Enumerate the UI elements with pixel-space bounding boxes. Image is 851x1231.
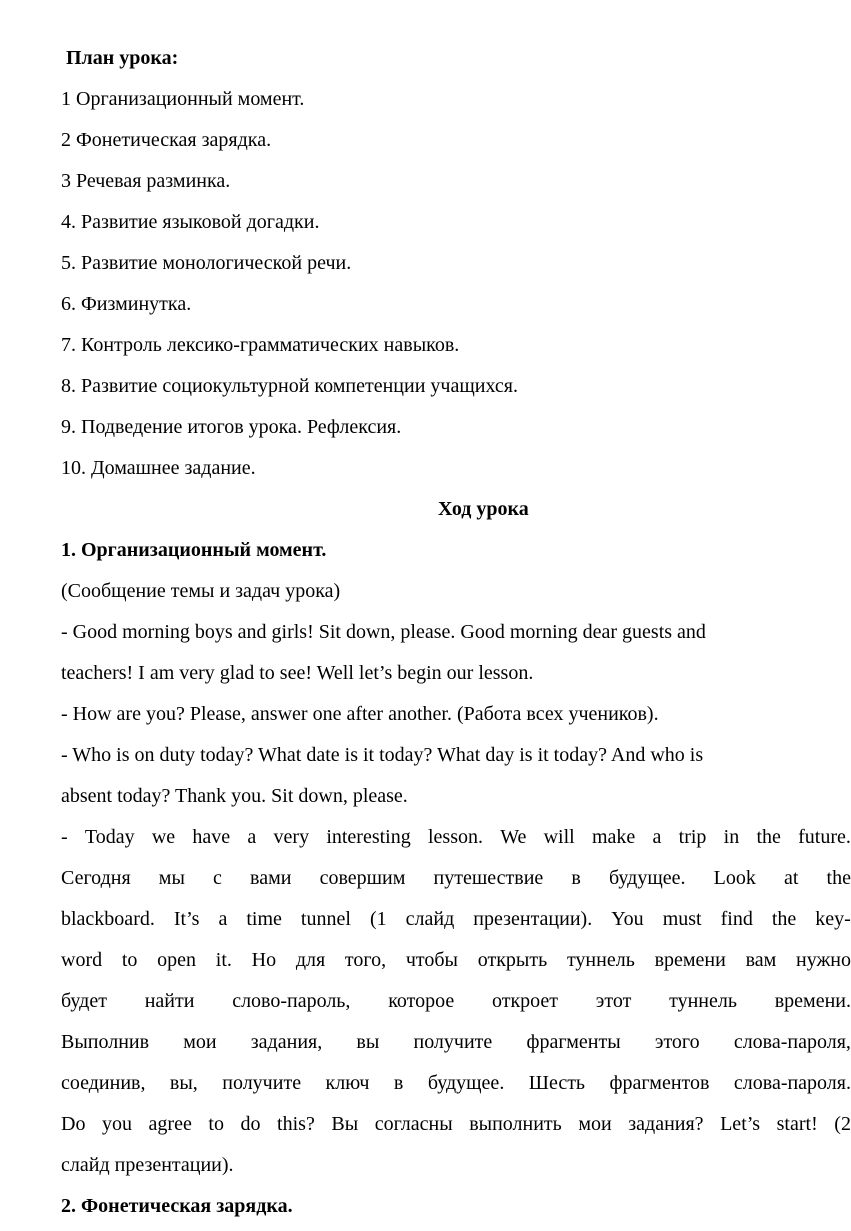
word: этого <box>654 1031 700 1053</box>
plan-item-2: 2 Фонетическая зарядка. <box>61 129 272 151</box>
section2-heading: 2. Фонетическая зарядка. <box>61 1195 293 1217</box>
word: вам <box>745 949 777 971</box>
paragraph4-line: слайд презентации). <box>61 1154 234 1176</box>
word: в <box>393 1072 404 1094</box>
paragraph4-line <box>61 989 851 1013</box>
word: start! <box>776 1113 818 1135</box>
section1-heading: 1. Организационный момент. <box>61 539 327 561</box>
plan-item-3: 3 Речевая разминка. <box>61 170 231 192</box>
word: этот <box>595 990 632 1012</box>
word: согласны <box>374 1113 453 1135</box>
word: agree <box>148 1113 192 1135</box>
paragraph4-line <box>61 1071 851 1095</box>
word: Today <box>84 826 135 848</box>
word: нужно <box>796 949 851 971</box>
word: must <box>662 908 702 930</box>
paragraph4-line <box>61 1030 851 1054</box>
word: слова-пароля. <box>733 1072 851 1094</box>
word: Но <box>251 949 277 971</box>
paragraph1-line: teachers! I am very glad to see! Well let’s begin our lesson. <box>61 662 534 684</box>
word: получите <box>413 1031 493 1053</box>
word: It’s <box>173 908 200 930</box>
paragraph4-line <box>61 1112 851 1136</box>
word: future. <box>798 826 851 848</box>
word: того, <box>344 949 387 971</box>
word: задания? <box>628 1113 704 1135</box>
paragraph4-line <box>61 907 851 931</box>
word: word <box>61 949 103 971</box>
word: времени. <box>774 990 851 1012</box>
word: will <box>543 826 575 848</box>
word: презентации). <box>473 908 593 930</box>
word: the <box>756 826 781 848</box>
word: найти <box>144 990 195 1012</box>
word: the <box>826 867 851 889</box>
word: tunnel <box>300 908 351 930</box>
word: trip <box>678 826 707 848</box>
word: have <box>192 826 231 848</box>
word: вами <box>250 867 292 889</box>
word: Шесть <box>528 1072 586 1094</box>
word: interesting <box>326 826 411 848</box>
word: it. <box>215 949 232 971</box>
plan-item-7: 7. Контроль лексико-грамматических навыков. <box>61 334 460 356</box>
word: a <box>652 826 662 848</box>
word: find <box>720 908 753 930</box>
word: задания, <box>250 1031 323 1053</box>
word: do <box>240 1113 261 1135</box>
course-title: Ход урока <box>438 498 529 520</box>
word: слова-пароля, <box>733 1031 851 1053</box>
word: ключ <box>325 1072 370 1094</box>
plan-item-8: 8. Развитие социокультурной компетенции учащихся. <box>61 375 518 397</box>
word: You <box>611 908 644 930</box>
paragraph1-line: - Good morning boys and girls! Sit down, please. Good morning dear guests and <box>61 621 706 643</box>
word: которое <box>388 990 455 1012</box>
word: выполнить <box>469 1113 562 1135</box>
word: this? <box>277 1113 315 1135</box>
word: you <box>102 1113 132 1135</box>
word: a <box>247 826 257 848</box>
word: Выполнив <box>61 1031 150 1053</box>
word: совершим <box>319 867 406 889</box>
word: слово-пароль, <box>232 990 351 1012</box>
word: путешествие <box>433 867 544 889</box>
word: мы <box>158 867 185 889</box>
paragraph4-line <box>61 866 851 890</box>
plan-item-4: 4. Развитие языковой догадки. <box>61 211 320 233</box>
word: с <box>213 867 222 889</box>
word: фрагменты <box>526 1031 621 1053</box>
paragraph3-line: - Who is on duty today? What date is it today? What day is it today? And who is <box>61 744 704 766</box>
word: We <box>500 826 527 848</box>
paragraph4-line <box>61 825 851 849</box>
word: we <box>151 826 176 848</box>
word: вы <box>356 1031 380 1053</box>
word: to <box>121 949 138 971</box>
word: Сегодня <box>61 867 131 889</box>
word: the <box>771 908 797 930</box>
word: lesson. <box>427 826 483 848</box>
word: key- <box>815 908 851 930</box>
word: в <box>571 867 581 889</box>
word: будущее. <box>427 1072 505 1094</box>
word: open <box>157 949 197 971</box>
word: слайд <box>405 908 455 930</box>
word: Let’s <box>720 1113 761 1135</box>
word: make <box>591 826 636 848</box>
word: (1 <box>369 908 387 930</box>
word: мои <box>578 1113 612 1135</box>
plan-title: План урока: <box>66 47 179 69</box>
word: времени <box>654 949 726 971</box>
word: - <box>61 826 68 848</box>
word: вы, <box>169 1072 198 1094</box>
word: Look <box>713 867 756 889</box>
word: откроет <box>491 990 559 1012</box>
word: чтобы <box>405 949 458 971</box>
word: at <box>783 867 799 889</box>
word: туннель <box>669 990 737 1012</box>
word: соединив, <box>61 1072 146 1094</box>
word: blackboard. <box>61 908 155 930</box>
word: Вы <box>331 1113 359 1135</box>
paragraph4-line <box>61 948 851 972</box>
word: a <box>218 908 228 930</box>
plan-item-5: 5. Развитие монологической речи. <box>61 252 352 274</box>
section1-subtitle: (Сообщение темы и задач урока) <box>61 580 341 602</box>
word: in <box>723 826 740 848</box>
word: туннель <box>566 949 635 971</box>
word: time <box>246 908 282 930</box>
word: мои <box>183 1031 217 1053</box>
plan-item-6: 6. Физминутка. <box>61 293 192 315</box>
word: открыть <box>477 949 548 971</box>
word: (2 <box>834 1113 851 1135</box>
paragraph2-line: - How are you? Please, answer one after another. (Работа всех учеников). <box>61 703 659 725</box>
word: будет <box>61 990 107 1012</box>
word: very <box>273 826 310 848</box>
word: для <box>295 949 326 971</box>
word: to <box>208 1113 224 1135</box>
word: получите <box>222 1072 302 1094</box>
plan-item-10: 10. Домашнее задание. <box>61 457 256 479</box>
word: фрагментов <box>609 1072 710 1094</box>
paragraph3-line: absent today? Thank you. Sit down, please. <box>61 785 408 807</box>
plan-item-9: 9. Подведение итогов урока. Рефлексия. <box>61 416 402 438</box>
word: будущее. <box>609 867 686 889</box>
plan-item-1: 1 Организационный момент. <box>61 88 305 110</box>
word: Do <box>61 1113 86 1135</box>
